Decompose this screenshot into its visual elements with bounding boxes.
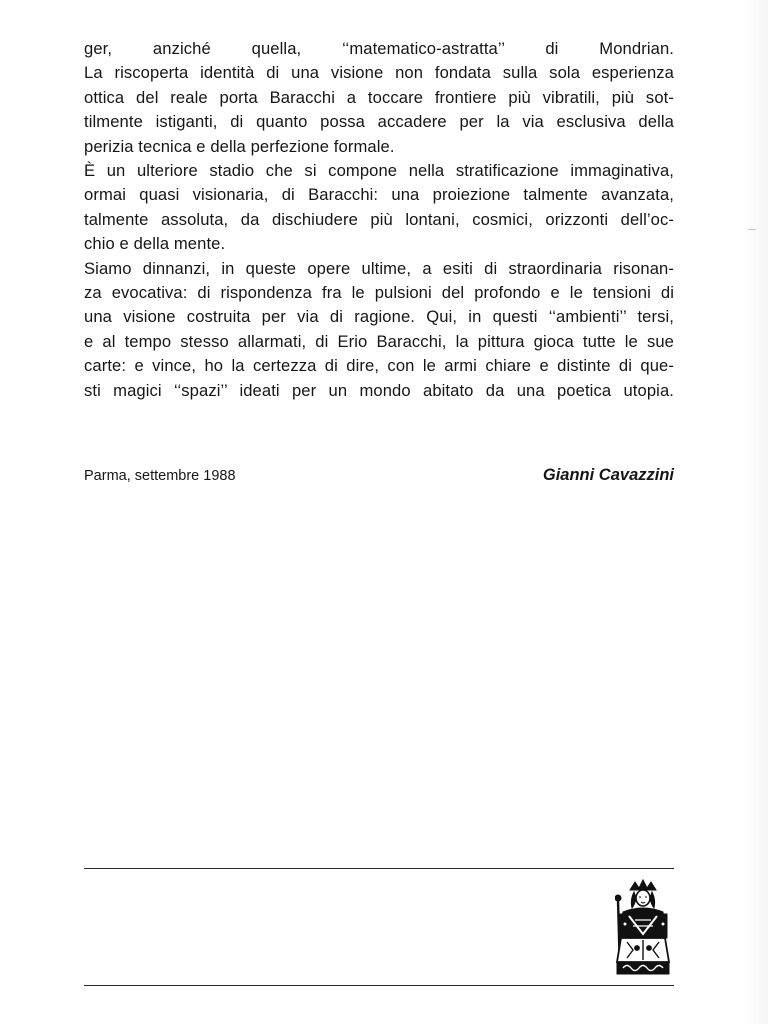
text-line: talmente assoluta, da dischiudere più lontani, cosmici, orizzonti dell’oc- [84, 209, 674, 229]
footer-rule-bottom [84, 985, 674, 986]
text-line: chio e della mente. [84, 234, 226, 254]
page-edge-shadow [744, 0, 768, 1024]
margin-mark [748, 229, 756, 230]
text-line: La riscoperta identità di una visione non fondata sulla sola esperienza [84, 63, 674, 83]
text-line: È un ulteriore stadio che si compone nella stratificazione immaginativa, [84, 161, 674, 181]
place-date: Parma, settembre 1988 [84, 468, 236, 484]
text-line: perizia tecnica e della perfezione formale. [84, 136, 395, 156]
text-line: Siamo dinnanzi, in queste opere ultime, a esiti di straordinaria risonan- [84, 258, 674, 278]
text-line: tilmente istiganti, di quanto possa accadere per la via esclusiva della [84, 112, 674, 132]
text-line: ormai quasi visionaria, di Baracchi: una proiezione talmente avanzata, [84, 185, 674, 205]
body-text [84, 37, 674, 403]
playing-card-figure-icon [615, 878, 671, 978]
text-line: carte: e vince, ho la certezza di dire, con le armi chiare e distinte di que- [84, 356, 674, 376]
author-signature: Gianni Cavazzini [542, 466, 674, 484]
text-line: una visione costruita per via di ragione. Qui, in questi ‘‘ambienti’’ tersi, [84, 307, 674, 327]
text-line: e al tempo stesso allarmati, di Erio Baracchi, la pittura gioca tutte le sue [84, 331, 674, 351]
text-line: ottica del reale porta Baracchi a toccare frontiere più vibratili, più sot- [84, 87, 674, 107]
footer-rule-top [84, 868, 674, 869]
text-line: sti magici ‘‘spazi’’ ideati per un mondo abitato da una poetica utopia. [84, 380, 674, 400]
text-line: za evocativa: di rispondenza fra le pulsioni del profondo e le tensioni di [84, 283, 674, 303]
text-line: ger, anziché quella, ‘‘matematico-astratta’’ di Mondrian. [84, 39, 674, 58]
